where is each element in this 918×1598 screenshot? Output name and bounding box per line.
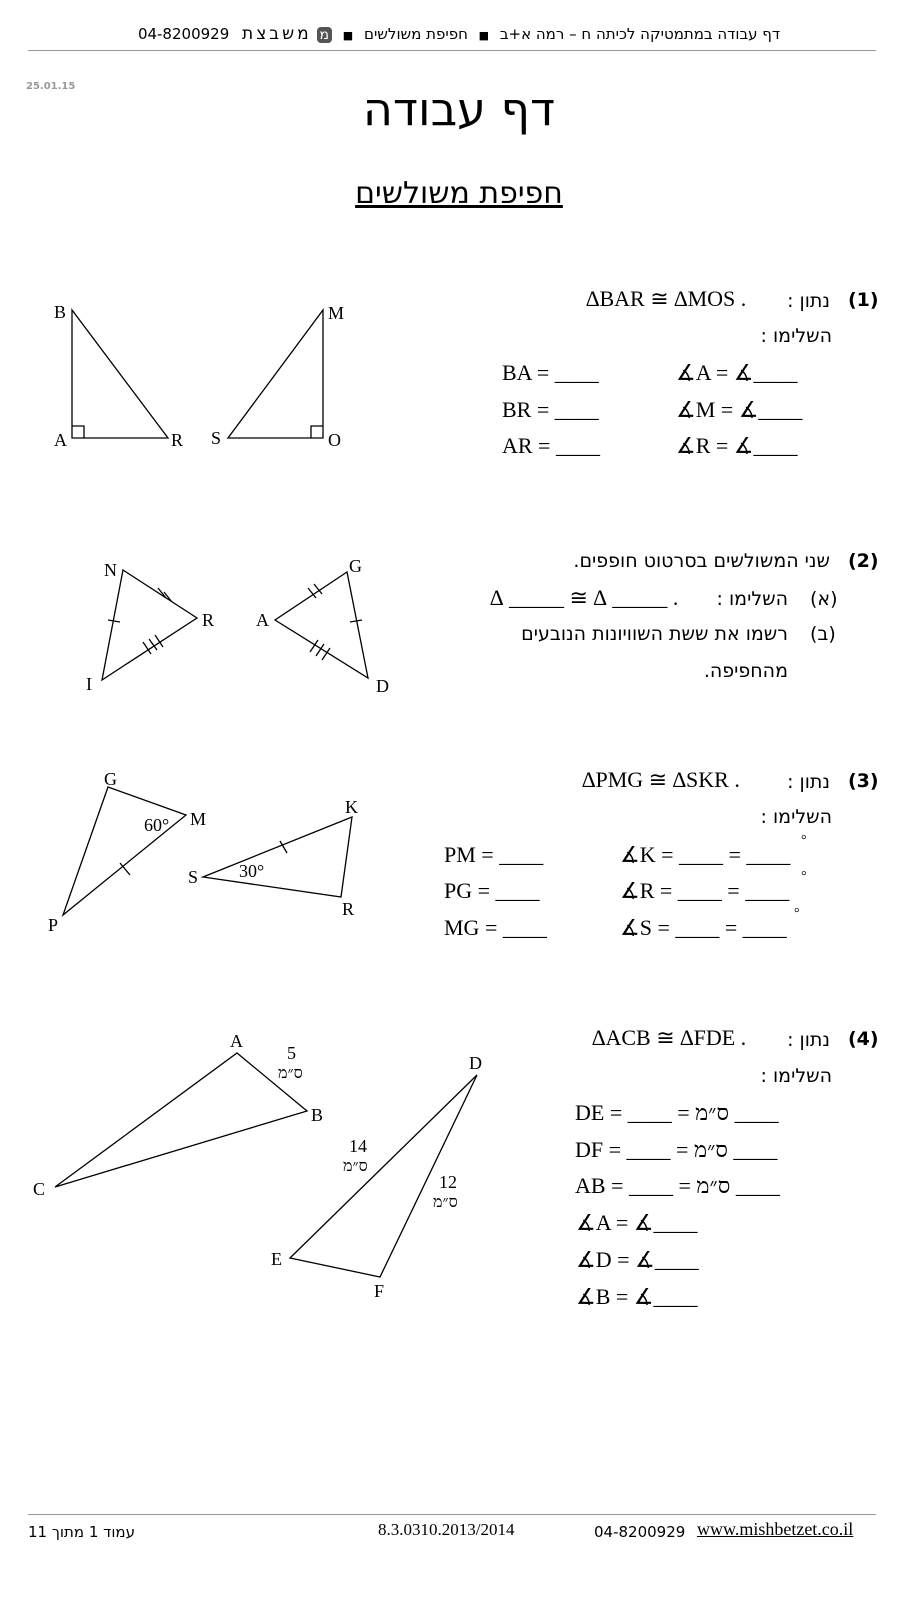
header-separator: ■	[478, 29, 490, 42]
q4-label-a: A	[230, 1031, 243, 1051]
q4-label-b: B	[311, 1105, 324, 1125]
page-header	[0, 24, 918, 44]
q3-angle-r: ∡R = ____ = ____	[620, 878, 790, 903]
q3-angle-k: ∡K = ____ = ____	[620, 842, 791, 867]
q1-label-o: O	[328, 430, 341, 450]
q3-label-p: P	[48, 915, 59, 935]
q2-label-i: I	[86, 674, 92, 694]
q4-label-d: D	[469, 1053, 482, 1073]
q3-given: ∆PMG ≅ ∆SKR .	[582, 767, 740, 792]
triangle-pmg	[63, 787, 186, 915]
q1-number: (1)	[848, 289, 879, 311]
triangle-skr	[203, 817, 352, 897]
brand-name: משבצת	[242, 24, 312, 44]
q4-figure	[25, 1025, 505, 1310]
q4-line-de: DE = ____ = ס״מ ____	[575, 1100, 779, 1125]
q1-label-b: B	[54, 302, 67, 322]
q1-label-r: R	[171, 430, 184, 450]
q2-part-a-formula: ∆ _____ ≅ ∆ _____ .	[490, 585, 679, 610]
q3-degree-1: °	[801, 833, 807, 848]
q1-label-m: M	[328, 303, 345, 323]
header-title: דף עבודה במתמטיקה לכיתה ח – רמה א+ב	[499, 25, 781, 43]
q1-side-ar: AR = ____	[502, 433, 600, 458]
q4-given-label: נתון :	[787, 1029, 830, 1051]
q3-angle-30: 30°	[239, 861, 265, 881]
q4-label-c: C	[33, 1179, 46, 1199]
q2-part-b-text: רשמו את ששת השוויונות הנובעים	[521, 623, 788, 645]
page-subtitle: חפיפת משולשים	[355, 176, 563, 211]
header-topic: חפיפת משולשים	[363, 25, 468, 43]
q4-line-angle-a: ∡A = ∡____	[576, 1210, 698, 1235]
q1-angle-r: ∡R = ∡____	[676, 433, 798, 458]
q3-number: (3)	[848, 770, 879, 792]
triangle-nri	[102, 570, 197, 680]
q1-angle-m: ∡M = ∡____	[676, 397, 803, 422]
q4-line-ab: AB = ____ = ס״מ ____	[575, 1173, 780, 1198]
q2-part-b-text-2: מהחפיפה.	[703, 660, 788, 682]
q2-figure	[70, 550, 410, 700]
q1-given: ∆BAR ≅ ∆MOS .	[586, 286, 747, 311]
q1-angle-a: ∡A = ∡____	[676, 360, 798, 385]
q3-side-pg: PG = ____	[444, 878, 540, 903]
q3-angle-60: 60°	[144, 815, 170, 835]
q1-given-label: נתון :	[787, 290, 830, 312]
q2-label-n: N	[104, 560, 117, 580]
q2-number: (2)	[848, 550, 879, 572]
q3-degree-2: °	[801, 869, 807, 884]
right-angle-mark-o	[311, 426, 323, 438]
q3-tick-sk	[280, 841, 287, 853]
footer-phone: 04-8200929	[594, 1523, 686, 1541]
q4-side-de-value: 14	[349, 1136, 367, 1156]
triangle-mos	[228, 310, 323, 438]
q2-part-a-label: (א)	[810, 588, 838, 610]
header-separator-2: ■	[342, 29, 354, 42]
footer-divider	[28, 1514, 876, 1515]
brand-logo-letter: מ	[319, 27, 330, 43]
footer-website-link[interactable]: www.mishbetzet.co.il	[697, 1519, 854, 1539]
q4-unit-df: ס״מ	[433, 1194, 458, 1211]
q4-label-e: E	[271, 1249, 282, 1269]
q1-side-ba: BA = ____	[502, 360, 599, 385]
q3-label-r: R	[342, 899, 355, 919]
q2-label-r: R	[202, 610, 215, 630]
q3-label-g: G	[104, 769, 117, 789]
triangle-bar	[72, 310, 168, 438]
q2-label-d: D	[376, 676, 389, 696]
footer-page-number: עמוד 1 מתוך 11	[28, 1523, 135, 1541]
q1-complete-label: השלימו :	[760, 325, 832, 347]
q4-unit-ab: ס״מ	[278, 1065, 303, 1082]
q1-label-a: A	[54, 430, 67, 450]
footer-code: 8.3.0310.2013/2014	[378, 1520, 515, 1539]
q4-given: ∆ACB ≅ ∆FDE .	[592, 1025, 747, 1050]
q1-figure	[40, 290, 360, 460]
page-title: דף עבודה	[362, 82, 556, 136]
q4-line-angle-b: ∡B = ∡____	[576, 1284, 698, 1309]
q4-complete-label: השלימו :	[760, 1065, 832, 1087]
triangle-acb	[55, 1053, 307, 1187]
q1-side-br: BR = ____	[502, 397, 599, 422]
q3-degree-3: °	[794, 906, 800, 921]
q3-label-m: M	[190, 809, 207, 829]
q3-side-pm: PM = ____	[444, 842, 544, 867]
triangle-gad	[275, 572, 368, 678]
q4-line-angle-d: ∡D = ∡____	[576, 1247, 699, 1272]
q3-side-mg: MG = ____	[444, 915, 547, 940]
q4-side-df-value: 12	[439, 1172, 457, 1192]
q2-part-b-label: (ב)	[810, 623, 836, 645]
q2-label-a: A	[256, 610, 269, 630]
q2-label-g: G	[349, 556, 362, 576]
q4-number: (4)	[848, 1028, 879, 1050]
q3-label-s: S	[188, 867, 199, 887]
q1-label-s: S	[211, 428, 222, 448]
right-angle-mark-a	[72, 426, 84, 438]
q3-complete-label: השלימו :	[760, 806, 832, 828]
header-divider	[28, 50, 876, 51]
q2-intro: שני המשולשים בסרטוט חופפים.	[573, 550, 830, 572]
document-date: 25.01.15	[26, 81, 76, 92]
q3-figure	[40, 765, 380, 945]
q3-given-label: נתון :	[787, 771, 830, 793]
q4-side-ab-value: 5	[287, 1043, 296, 1063]
q4-unit-de: ס״מ	[343, 1158, 368, 1175]
brand-logo-icon	[317, 27, 333, 43]
q4-line-df: DF = ____ = ס״מ ____	[575, 1137, 778, 1162]
q3-angle-s: ∡S = ____ = ____	[620, 915, 787, 940]
header-phone: 04-8200929	[137, 25, 230, 43]
q2-part-a-text: השלימו :	[716, 588, 788, 610]
q4-label-f: F	[374, 1281, 385, 1301]
q3-label-k: K	[345, 797, 358, 817]
